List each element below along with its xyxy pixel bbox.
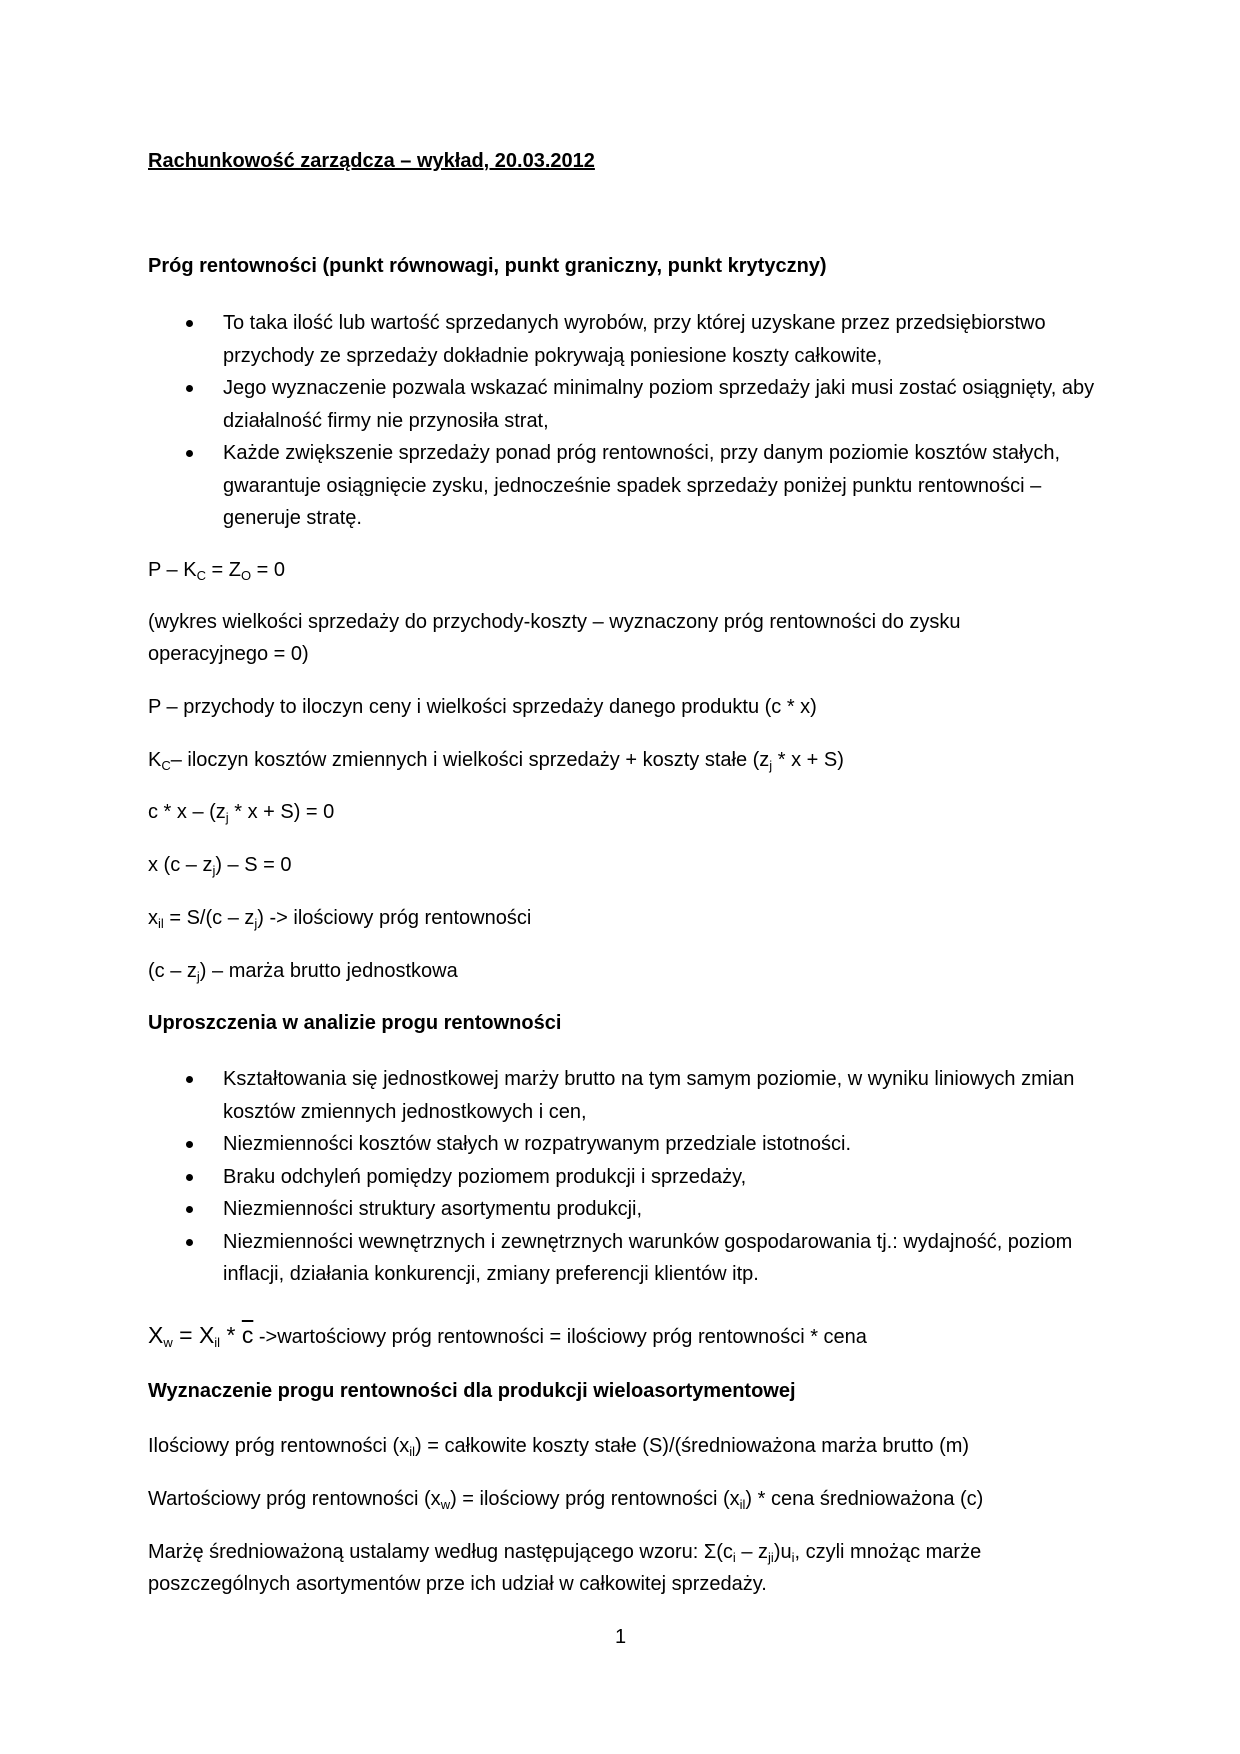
cost-definition: $K_C-$ iloczyn kosztów zmiennych i wielkości sprzedaży + koszty stałe $(z_j * x + S)$ (148, 749, 844, 773)
section-heading-multiproduct: Wyznaczenie progu rentowności dla produkcji wieloasortymentowej (148, 1380, 796, 1402)
bullet-icon (186, 450, 193, 457)
bullet-icon (186, 320, 193, 327)
breakeven-definition-list (148, 307, 1108, 535)
list-item: Jego wyznaczenie pozwala wskazać minimalny poziom sprzedaży jaki musi zostać osiągnięty, aby działalność firmy nie przynosiła strat, (148, 372, 1108, 437)
section-heading-simplifications: Uproszczenia w analizie progu rentowności (148, 1012, 562, 1034)
formula-equation: $c * x - (z_j * x + S) = 0$ (148, 801, 335, 825)
weighted-margin-formula: Marżę średnioważoną ustalamy według następującego wzoru: $\Sigma(c_i - z_{ji})u_i$, czyli mnożąc marże poszczególnych asortymentów prze ich udział w całkowitej sprzedaży. (148, 1541, 982, 1595)
list-item: Niezmienności wewnętrznych i zewnętrznych warunków gospodarowania tj.: wydajność, poziom inflacji, działania konkurencji, zmiany preferencji klientów itp. (148, 1226, 1108, 1291)
formula-value-breakeven: $X_w = X_{il} * \overline{c}$ ->wartościowy próg rentowności = ilościowy próg rentowności * cena (148, 1322, 867, 1350)
multiproduct-value-formula: Wartościowy próg rentowności $(x_w)$ = ilościowy próg rentowności $(x_{il})$ * cena średnioważona (c) (148, 1488, 984, 1512)
multiproduct-quantity-formula: Ilościowy próg rentowności $(x_{il})$ = całkowite koszty stałe (S)/(średnioważona marża brutto (m) (148, 1435, 970, 1459)
list-item: Niezmienności struktury asortymentu produkcji, (148, 1193, 1108, 1226)
bullet-icon (186, 1206, 193, 1213)
formula-quantity-breakeven: $x_{il} = S/(c - z_j)$ -> ilościowy próg rentowności (148, 907, 532, 931)
bullet-icon (186, 1076, 193, 1083)
list-item: Kształtowania się jednostkowej marży brutto na tym samym poziomie, w wyniku liniowych zmian kosztów zmiennych jednostkowych i cen, (148, 1063, 1108, 1128)
bullet-icon (186, 1141, 193, 1148)
formula-factored: x $(c - z_j) - S = 0$ (148, 854, 292, 878)
bullet-icon (186, 1174, 193, 1181)
chart-note: (wykres wielkości sprzedaży do przychody-koszty – wyznaczony próg rentowności do zysku operacyjnego = 0) (148, 611, 961, 665)
page-number: 1 (614, 1626, 627, 1648)
list-item: Braku odchyleń pomiędzy poziomem produkcji i sprzedaży, (148, 1161, 1108, 1194)
document-title: Rachunkowość zarządcza – wykład, 20.03.2012 (148, 150, 595, 172)
average-price-symbol: $\overline{c}$ (241, 1322, 254, 1348)
bullet-icon (186, 385, 193, 392)
section-heading-breakeven: Próg rentowności (punkt równowagi, punkt graniczny, punkt krytyczny) (148, 255, 827, 277)
list-item: Niezmienności kosztów stałych w rozpatrywanym przedziale istotności. (148, 1128, 1108, 1161)
bullet-icon (186, 1239, 193, 1246)
formula-profit-zero: $P - K_C = Z_O = 0$ (148, 559, 286, 583)
simplifications-list (148, 1063, 1108, 1291)
list-item: Każde zwiększenie sprzedaży ponad próg rentowności, przy danym poziomie kosztów stałych, gwarantuje osiągnięcie zysku, jednocześnie spadek sprzedaży poniżej punktu rentowności – generuje stratę. (148, 437, 1108, 535)
revenue-definition: P – przychody to iloczyn ceny i wielkości sprzedaży danego produktu (c * x) (148, 696, 817, 718)
formula-unit-margin: $(c - z_j)$ – marża brutto jednostkowa (148, 960, 458, 984)
list-item: To taka ilość lub wartość sprzedanych wyrobów, przy której uzyskane przez przedsiębiorstwo przychody ze sprzedaży dokładnie pokrywają poniesione koszty całkowite, (148, 307, 1108, 372)
